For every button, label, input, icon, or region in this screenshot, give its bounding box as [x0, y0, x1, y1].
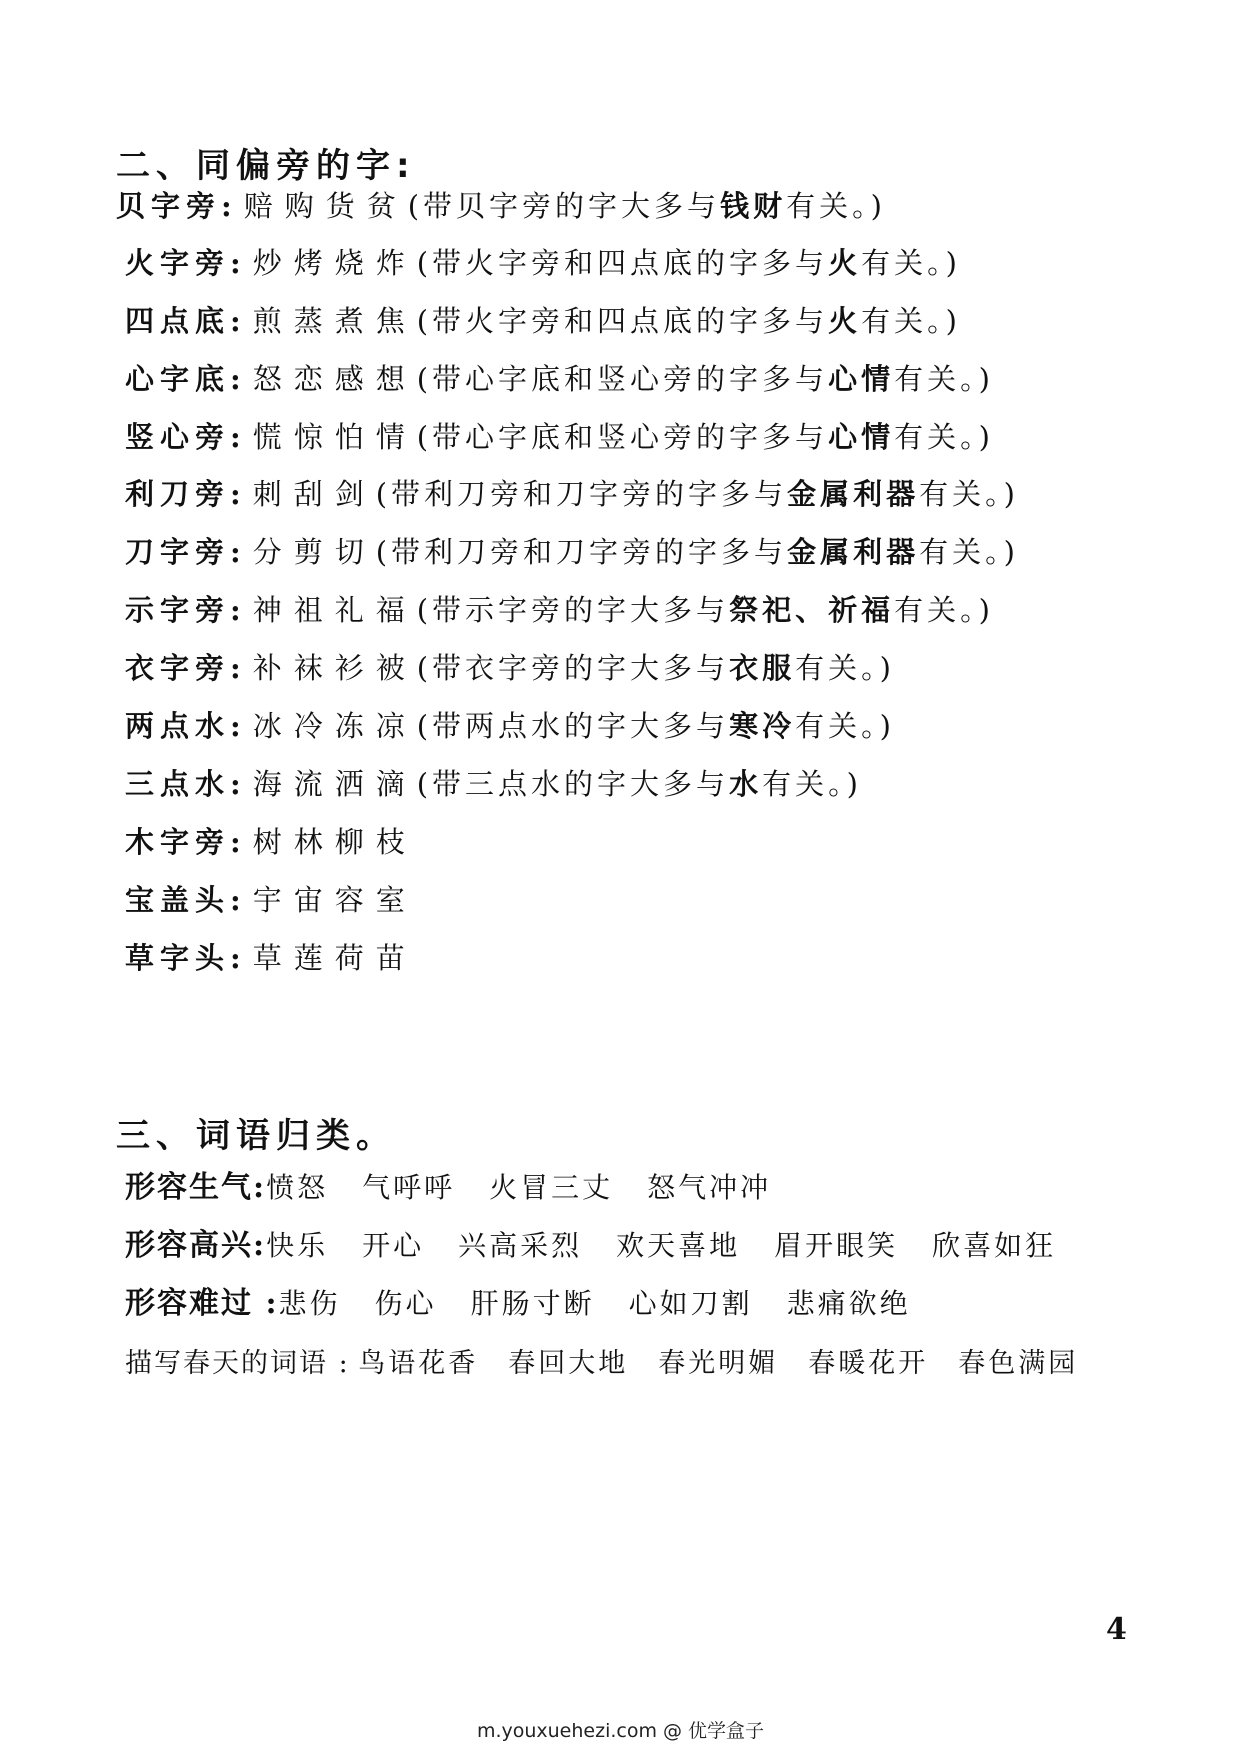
- note-text-end: 有关。): [894, 420, 994, 454]
- radical-example-chars: 神祖礼福: [252, 593, 417, 627]
- radical-example-chars: 冰冷冻凉: [252, 709, 417, 743]
- radical-note: [417, 709, 895, 743]
- radical-label: 竖心旁:: [125, 420, 247, 454]
- note-text-end: 有关。): [894, 593, 994, 627]
- radical-note: [417, 593, 994, 627]
- word-item: 肝肠寸断: [470, 1287, 595, 1320]
- word-item: 伤心: [374, 1287, 437, 1320]
- radical-label: 两点水:: [125, 709, 247, 743]
- note-text-end: 有关。): [861, 304, 961, 338]
- section-heading-radicals: 二、同偏旁的字:: [116, 146, 416, 186]
- radical-example-chars: 煎蒸煮焦: [252, 304, 417, 338]
- word-item: 快乐: [266, 1229, 329, 1262]
- word-group-label: 形容难过 :: [125, 1286, 279, 1321]
- note-keyword: 金属利器: [787, 477, 920, 511]
- note-text-end: 有关。): [919, 535, 1019, 569]
- radical-note: [417, 767, 862, 801]
- note-text: (带心字底和竖心旁的字多与: [416, 362, 829, 396]
- radical-row: [125, 532, 1019, 572]
- spring-word-item: 春光明媚: [658, 1348, 779, 1379]
- radical-row: [116, 186, 886, 226]
- word-item: 开心: [362, 1229, 425, 1262]
- radical-row: [125, 822, 417, 862]
- spring-words-label: 描写春天的词语 :: [125, 1348, 350, 1379]
- note-keyword: 寒冷: [729, 709, 796, 743]
- note-text-end: 有关。): [919, 477, 1019, 511]
- radical-row: [125, 880, 417, 920]
- radical-label: 心字底:: [125, 362, 247, 396]
- note-keyword: 火: [828, 304, 862, 338]
- radical-label: 火字旁:: [125, 246, 247, 280]
- radical-note: [417, 246, 961, 280]
- spring-word-item: 鸟语花香: [358, 1348, 479, 1379]
- note-text-end: 有关。): [795, 709, 895, 743]
- word-item: 兴高采烈: [458, 1229, 583, 1262]
- radical-example-chars: 炒烤烧炸: [252, 246, 417, 280]
- radical-example-chars: 树林柳枝: [252, 825, 417, 859]
- radical-row: [125, 359, 994, 399]
- note-text: (带三点水的字大多与: [416, 767, 730, 801]
- radical-note: [417, 420, 994, 454]
- radical-label: 刀字旁:: [125, 535, 247, 569]
- section-heading-word-groups: 三、词语归类。: [116, 1116, 396, 1156]
- radical-example-chars: 刺刮剑: [252, 477, 376, 511]
- note-text: (带示字旁的字大多与: [416, 593, 730, 627]
- radical-example-chars: 分剪切: [252, 535, 376, 569]
- note-text-end: 有关。): [861, 246, 961, 280]
- word-item: 愤怒: [266, 1171, 329, 1204]
- radical-label: 四点底:: [125, 304, 247, 338]
- page-number: 4: [1106, 1612, 1127, 1647]
- note-text: (带火字旁和四点底的字多与: [416, 246, 829, 280]
- radical-example-chars: 宇宙容室: [252, 883, 417, 917]
- note-keyword: 火: [828, 246, 862, 280]
- spring-word-item: 春暖花开: [808, 1348, 929, 1379]
- word-item: 悲伤: [278, 1287, 341, 1320]
- word-group-row: [125, 1226, 1090, 1266]
- note-text: (带贝字旁的字大多与: [407, 189, 721, 223]
- note-keyword: 水: [729, 767, 763, 801]
- spring-words-row: [125, 1344, 1108, 1384]
- word-item: 气呼呼: [362, 1171, 456, 1204]
- radical-example-chars: 草莲荷苗: [252, 941, 417, 975]
- footer-watermark: m.youxuehezi.com @ 优学盒子: [476, 1720, 765, 1742]
- radical-example-chars: 赔购货贫: [243, 189, 408, 223]
- radical-label: 利刀旁:: [125, 477, 247, 511]
- radical-row: [125, 301, 961, 341]
- radical-row: [125, 417, 994, 457]
- note-keyword: 心情: [828, 420, 895, 454]
- radical-note: [417, 362, 994, 396]
- word-item: 怒气冲冲: [647, 1171, 772, 1204]
- radical-label: 衣字旁:: [125, 651, 247, 685]
- note-keyword: 心情: [828, 362, 895, 396]
- word-item: 欢天喜地: [616, 1229, 741, 1262]
- word-group-row: [125, 1168, 805, 1208]
- word-item: 火冒三丈: [489, 1171, 614, 1204]
- word-item: 悲痛欲绝: [786, 1287, 911, 1320]
- word-group-row: [125, 1284, 945, 1324]
- radical-label: 贝字旁:: [116, 189, 238, 223]
- note-keyword: 金属利器: [787, 535, 920, 569]
- radical-label: 木字旁:: [125, 825, 247, 859]
- note-text: (带利刀旁和刀字旁的字多与: [375, 535, 788, 569]
- radical-example-chars: 海流洒滴: [252, 767, 417, 801]
- radical-row: [125, 648, 895, 688]
- word-item: 欣喜如狂: [932, 1229, 1057, 1262]
- note-text: (带衣字旁的字大多与: [416, 651, 730, 685]
- radical-row: [125, 243, 961, 283]
- spring-word-item: 春色满园: [958, 1348, 1079, 1379]
- word-item: 眉开眼笑: [774, 1229, 899, 1262]
- radical-note: [408, 189, 886, 223]
- word-group-label: 形容生气:: [125, 1170, 267, 1205]
- radical-example-chars: 补袜衫被: [252, 651, 417, 685]
- note-keyword: 钱财: [720, 189, 787, 223]
- note-text: (带两点水的字大多与: [416, 709, 730, 743]
- radical-example-chars: 慌惊怕情: [252, 420, 417, 454]
- note-text-end: 有关。): [762, 767, 862, 801]
- radical-row: [125, 474, 1019, 514]
- radical-label: 宝盖头:: [125, 883, 247, 917]
- radical-row: [125, 590, 994, 630]
- note-text: (带利刀旁和刀字旁的字多与: [375, 477, 788, 511]
- note-text: (带火字旁和四点底的字多与: [416, 304, 829, 338]
- radical-note: [376, 477, 1019, 511]
- radical-row: [125, 764, 862, 804]
- radical-row: [125, 706, 895, 746]
- radical-note: [376, 535, 1019, 569]
- word-group-label: 形容高兴:: [125, 1228, 267, 1263]
- note-text-end: 有关。): [786, 189, 886, 223]
- radical-note: [417, 304, 961, 338]
- radical-example-chars: 怒恋感想: [252, 362, 417, 396]
- radical-label: 示字旁:: [125, 593, 247, 627]
- note-keyword: 衣服: [729, 651, 796, 685]
- radical-label: 草字头:: [125, 941, 247, 975]
- note-text: (带心字底和竖心旁的字多与: [416, 420, 829, 454]
- note-keyword: 祭祀、祈福: [729, 593, 895, 627]
- word-item: 心如刀割: [628, 1287, 753, 1320]
- note-text-end: 有关。): [795, 651, 895, 685]
- spring-word-item: 春回大地: [508, 1348, 629, 1379]
- radical-row: [125, 938, 417, 978]
- radical-note: [417, 651, 895, 685]
- note-text-end: 有关。): [894, 362, 994, 396]
- radical-label: 三点水:: [125, 767, 247, 801]
